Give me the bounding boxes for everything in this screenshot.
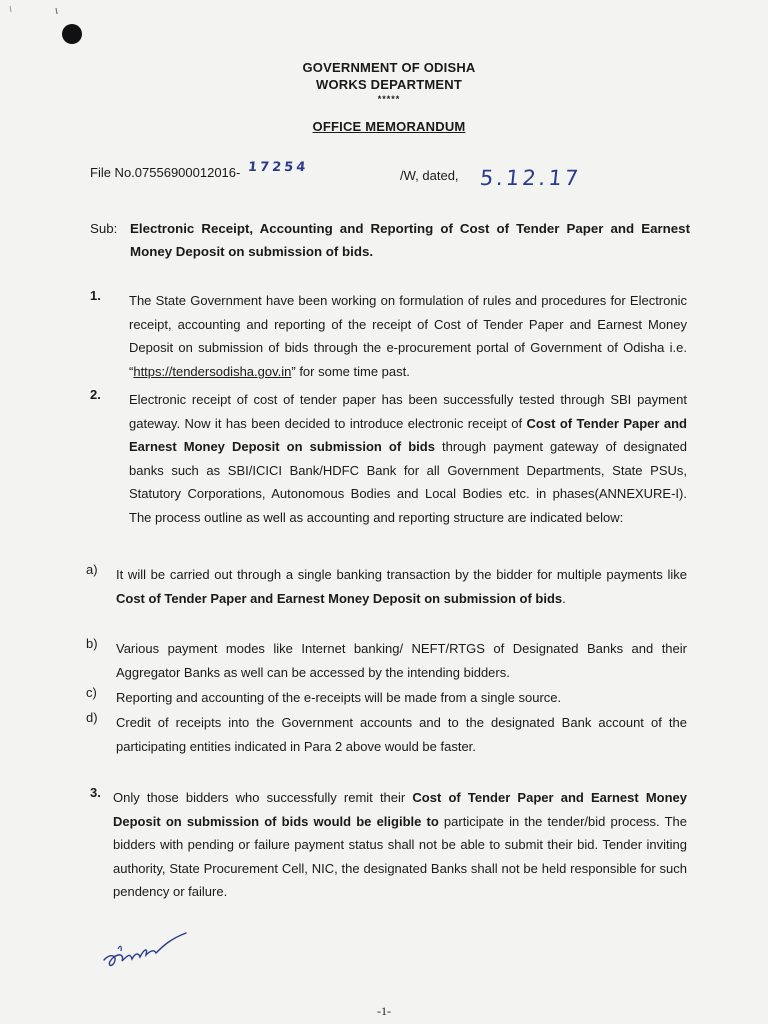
item-d-text: Credit of receipts into the Government accounts and to the designated Bank account of the participating entities indicated in Para 2 above would be faster. bbox=[116, 715, 687, 754]
item-a-bold: Cost of Tender Paper and Earnest Money Deposit on submission of bids bbox=[116, 590, 563, 606]
para1-text bbox=[129, 289, 687, 383]
para3-text bbox=[113, 786, 687, 904]
handwritten-file-number: 17254 bbox=[247, 160, 310, 175]
item-c-label: c) bbox=[86, 685, 97, 700]
para3-number: 3. bbox=[90, 785, 101, 800]
item-d-label: d) bbox=[86, 710, 98, 725]
para2-text-a: Electronic receipt of cost of tender paper has been successfully tested through SBI payment gateway. Now it has been decided to introduce electronic receipt of bbox=[129, 392, 687, 431]
scan-specks bbox=[0, 0, 120, 40]
memo-title: OFFICE MEMORANDUM bbox=[312, 119, 466, 134]
para1-text-b: ” for some time past. bbox=[291, 363, 410, 379]
para2-number: 2. bbox=[90, 387, 101, 402]
para2-bold: Cost of Tender Paper and Earnest Money Deposit on submission of bids bbox=[129, 415, 687, 455]
handwritten-date: 5.12.17 bbox=[478, 166, 583, 190]
file-dated-label: /W, dated, bbox=[400, 168, 459, 183]
item-c-text: Reporting and accounting of the e-receipts will be made from a single source. bbox=[116, 690, 562, 705]
header-department: WORKS DEPARTMENT bbox=[316, 77, 462, 92]
file-number-prefix: File No.07556900012016- bbox=[90, 165, 241, 180]
para3-text-b: participate in the tender/bid process. The bidders with pending or failure payment status shall not be able to submit their bid. Tender inviting authority, State Procurement Cell, NIC, the designated Banks shall not be held responsible for such pendency or failure. bbox=[113, 813, 687, 900]
para2-text-b: through payment gateway of designated banks such as SBI/ICICI Bank/HDFC Bank for all Government Departments, State PSUs, Statutory Corporations, Autonomous Bodies and Local Bodies etc. in phases(ANNEXURE-I). The process outline as well as accounting and reporting structure are indicated below: bbox=[129, 439, 687, 525]
item-b-text: Various payment modes like Internet banking/ NEFT/RTGS of Designated Banks and their Aggregator Banks as well can be accessed by the intending bidders. bbox=[116, 641, 687, 680]
item-a-text-a: It will be carried out through a single banking transaction by the bidder for multiple payments like bbox=[116, 567, 687, 582]
para3-bold: Cost of Tender Paper and Earnest Money Deposit on submission of bids would be eligible to bbox=[113, 790, 688, 829]
header-stars: ***** bbox=[377, 94, 401, 104]
para2-text bbox=[129, 388, 687, 530]
para1-text-a: The State Government have been working on formulation of rules and procedures for Electronic receipt, accounting and reporting of the receipt of Cost of Tender Paper and Earnest Money Deposit on submission of bids through the e-procurement portal of Government of Odisha i.e. “ bbox=[129, 293, 687, 379]
para3-text-a: Only those bidders who successfully remit their bbox=[113, 790, 413, 805]
item-a-text-b: . bbox=[562, 590, 566, 606]
item-b-label: b) bbox=[86, 636, 98, 651]
header-government: GOVERNMENT OF ODISHA bbox=[302, 60, 476, 75]
page-number: -1- bbox=[377, 1004, 391, 1018]
item-a-label: a) bbox=[86, 562, 98, 577]
item-a-text bbox=[116, 563, 687, 610]
portal-link[interactable]: https://tendersodisha.gov.in bbox=[133, 363, 292, 379]
signature-mark bbox=[100, 925, 200, 975]
subject-label: Sub: bbox=[90, 221, 118, 236]
subject-text: Electronic Receipt, Accounting and Reporting of Cost of Tender Paper and Earnest Money Deposit on submission of bids. bbox=[130, 221, 690, 259]
para1-number: 1. bbox=[90, 288, 101, 303]
